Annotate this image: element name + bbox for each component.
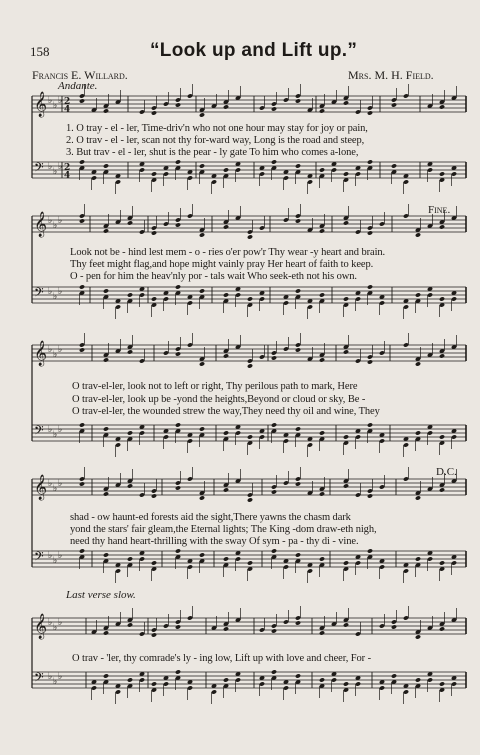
- notehead: [199, 112, 205, 117]
- notehead: [175, 284, 181, 289]
- notehead: [127, 430, 133, 435]
- notehead: [127, 220, 133, 225]
- notehead: [175, 159, 181, 164]
- notehead: [439, 681, 445, 686]
- treble-clef: 𝄞: [34, 212, 48, 237]
- notehead: [343, 681, 349, 686]
- notehead: [295, 673, 301, 678]
- treble-clef: 𝄞: [34, 92, 48, 117]
- notehead: [223, 487, 229, 492]
- flat-sign: ♭: [48, 287, 53, 297]
- notehead: [175, 222, 181, 227]
- notehead: [79, 284, 85, 289]
- flat-sign: ♭: [48, 345, 53, 355]
- notehead: [127, 677, 133, 682]
- notehead: [439, 296, 445, 301]
- lyric-line: Look not be - hind lest mem - o - ries o'er pow'r Thy wear -y heart and brain.: [70, 247, 386, 258]
- fine-marking: Fine.: [428, 204, 451, 216]
- notehead: [247, 497, 253, 502]
- notehead: [439, 224, 445, 229]
- flat-sign: ♭: [48, 425, 53, 435]
- flat-sign: ♭: [58, 425, 63, 435]
- notehead: [295, 552, 301, 557]
- notehead: [127, 292, 133, 297]
- notehead: [175, 624, 181, 629]
- notehead: [343, 349, 349, 354]
- notehead: [151, 493, 157, 498]
- notehead: [271, 489, 277, 494]
- notehead: [223, 430, 229, 435]
- flat-sign: ♭: [48, 672, 53, 682]
- flat-sign: ♭: [53, 221, 58, 231]
- notehead: [103, 357, 109, 362]
- notehead: [367, 230, 373, 235]
- notehead: [175, 548, 181, 553]
- lyric-line: O trav - 'ler, thy comrade's ly - ing low, Lift up with love and cheer, For -: [72, 653, 371, 664]
- notehead: [79, 159, 85, 164]
- lyric-line: need thy hand heart-thrilling with the sway Of sym - pa - thy di - vine.: [70, 536, 359, 547]
- time-signature: 4: [64, 105, 71, 115]
- notehead: [415, 361, 421, 366]
- notehead: [247, 560, 253, 565]
- notehead: [271, 355, 277, 360]
- notehead: [151, 110, 157, 115]
- notehead: [127, 483, 133, 488]
- notehead: [343, 100, 349, 105]
- notehead: [415, 430, 421, 435]
- notehead: [127, 622, 133, 627]
- flat-sign: ♭: [53, 677, 58, 687]
- treble-clef: 𝄞: [34, 475, 48, 500]
- dc-marking: D.C.: [436, 466, 457, 478]
- notehead: [319, 292, 325, 297]
- notehead: [175, 669, 181, 674]
- notehead: [391, 673, 397, 678]
- flat-sign: ♭: [48, 479, 53, 489]
- flat-sign: ♭: [53, 350, 58, 360]
- notehead: [271, 106, 277, 111]
- notehead: [439, 626, 445, 631]
- notehead: [199, 426, 205, 431]
- flat-sign: ♭: [53, 167, 58, 177]
- notehead: [343, 622, 349, 627]
- notehead: [199, 288, 205, 293]
- flat-sign: ♭: [53, 430, 58, 440]
- notehead: [391, 624, 397, 629]
- tempo-marking: Andante.: [58, 80, 98, 92]
- notehead: [343, 220, 349, 225]
- notehead: [319, 430, 325, 435]
- notehead: [223, 292, 229, 297]
- notehead: [367, 110, 373, 115]
- notehead: [151, 681, 157, 686]
- flat-sign: ♭: [58, 479, 63, 489]
- notehead: [151, 296, 157, 301]
- flat-sign: ♭: [53, 292, 58, 302]
- notehead: [415, 232, 421, 237]
- flat-sign: ♭: [48, 162, 53, 172]
- lyric-line: O trav-el-ler, look up be -yond the heights,Beyond or cloud or sky, Be -: [72, 394, 366, 405]
- lyric-line: O - pen for him the heav'nly por - tals wait Who seek-eth not his own.: [70, 271, 357, 282]
- notehead: [223, 677, 229, 682]
- notehead: [247, 363, 253, 368]
- notehead: [223, 626, 229, 631]
- notehead: [319, 108, 325, 113]
- lyric-line: shad - ow haunt-ed forests aid the sight,There yawns the chasm dark: [70, 512, 351, 523]
- flat-sign: ♭: [58, 345, 63, 355]
- bass-clef: 𝄢: [34, 285, 44, 303]
- flat-sign: ♭: [53, 101, 58, 111]
- notehead: [247, 296, 253, 301]
- notehead: [367, 548, 373, 553]
- notehead: [319, 491, 325, 496]
- notehead: [295, 288, 301, 293]
- notehead: [271, 159, 277, 164]
- notehead: [415, 292, 421, 297]
- notehead: [175, 102, 181, 107]
- notehead: [271, 422, 277, 427]
- notehead: [199, 361, 205, 366]
- notehead: [103, 228, 109, 233]
- notehead: [343, 434, 349, 439]
- notehead: [319, 556, 325, 561]
- notehead: [79, 548, 85, 553]
- flat-sign: ♭: [58, 287, 63, 297]
- notehead: [199, 552, 205, 557]
- page-number: 158: [30, 44, 50, 59]
- notehead: [103, 426, 109, 431]
- notehead: [151, 230, 157, 235]
- notehead: [79, 218, 85, 223]
- lyric-line: 2. O trav - el - ler, scan not thy for-ward way, Long is the road and steep,: [66, 135, 365, 146]
- lyric-line: 1. O tray - el - ler, Time-driv'n who not one hour may stay for joy or pain,: [66, 123, 368, 134]
- notehead: [199, 232, 205, 237]
- time-signature: 2: [64, 163, 71, 173]
- notehead: [439, 171, 445, 176]
- notehead: [79, 98, 85, 103]
- notehead: [151, 632, 157, 637]
- notehead: [319, 167, 325, 172]
- notehead: [391, 163, 397, 168]
- notehead: [103, 108, 109, 113]
- notehead: [295, 163, 301, 168]
- notehead: [127, 349, 133, 354]
- bass-clef: 𝄢: [34, 670, 44, 688]
- notehead: [343, 560, 349, 565]
- time-signature: 4: [64, 171, 71, 181]
- notehead: [439, 104, 445, 109]
- flat-sign: ♭: [58, 672, 63, 682]
- flat-sign: ♭: [48, 216, 53, 226]
- notehead: [439, 560, 445, 565]
- composer-credit: Mrs. M. H. Field.: [348, 68, 434, 82]
- lyric-line: Thy feet might flag,and hope might vainly pray Her heart of faith to keep.: [70, 259, 374, 270]
- notehead: [247, 234, 253, 239]
- notehead: [415, 556, 421, 561]
- notehead: [79, 422, 85, 427]
- notehead: [199, 163, 205, 168]
- treble-clef: 𝄞: [34, 614, 48, 639]
- notehead: [343, 483, 349, 488]
- notehead: [79, 347, 85, 352]
- notehead: [295, 218, 301, 223]
- lyric-line: yond the stars' fair gleam,the Eternal lights; The King -dom draw-eth nigh,: [70, 524, 377, 535]
- lyric-line: O trav-el-ler, look not to left or right, Thy perilous path to mark, Here: [72, 381, 358, 392]
- flat-sign: ♭: [48, 551, 53, 561]
- notehead: [103, 491, 109, 496]
- notehead: [319, 677, 325, 682]
- flat-sign: ♭: [53, 623, 58, 633]
- notehead: [175, 485, 181, 490]
- notehead: [295, 347, 301, 352]
- bass-clef: 𝄢: [34, 160, 44, 178]
- notehead: [367, 422, 373, 427]
- treble-clef: 𝄞: [34, 341, 48, 366]
- notehead: [151, 560, 157, 565]
- notehead: [415, 677, 421, 682]
- bass-clef: 𝄢: [34, 423, 44, 441]
- notehead: [175, 351, 181, 356]
- notehead: [175, 422, 181, 427]
- notehead: [223, 556, 229, 561]
- last-verse-marking: Last verse slow.: [66, 589, 136, 601]
- notehead: [103, 288, 109, 293]
- lyric-line: 3. But trav - el - ler, shut is the pear - ly gate To him who comes a-lone,: [66, 147, 359, 158]
- notehead: [271, 548, 277, 553]
- notehead: [223, 167, 229, 172]
- notehead: [439, 353, 445, 358]
- notehead: [247, 434, 253, 439]
- notehead: [103, 673, 109, 678]
- flat-sign: ♭: [58, 96, 63, 106]
- author-credit: Francis E. Willard.: [32, 68, 128, 82]
- notehead: [223, 104, 229, 109]
- notehead: [127, 556, 133, 561]
- notehead: [319, 357, 325, 362]
- notehead: [223, 224, 229, 229]
- notehead: [391, 102, 397, 107]
- notehead: [103, 163, 109, 168]
- notehead: [319, 228, 325, 233]
- notehead: [319, 630, 325, 635]
- flat-sign: ♭: [58, 618, 63, 628]
- notehead: [367, 359, 373, 364]
- notehead: [151, 171, 157, 176]
- notehead: [295, 620, 301, 625]
- lyric-line: O trav-el-ler, the wounded strew the way,They need thy oil and wine, They: [72, 406, 380, 417]
- notehead: [295, 426, 301, 431]
- flat-sign: ♭: [53, 556, 58, 566]
- notehead: [439, 487, 445, 492]
- bass-clef: 𝄢: [34, 549, 44, 567]
- notehead: [223, 353, 229, 358]
- notehead: [103, 630, 109, 635]
- notehead: [271, 628, 277, 633]
- time-signature: 2: [64, 97, 71, 107]
- notehead: [415, 495, 421, 500]
- notehead: [415, 634, 421, 639]
- notehead: [367, 159, 373, 164]
- notehead: [79, 481, 85, 486]
- notehead: [439, 434, 445, 439]
- flat-sign: ♭: [53, 484, 58, 494]
- flat-sign: ♭: [58, 162, 63, 172]
- notehead: [295, 481, 301, 486]
- notehead: [199, 495, 205, 500]
- notehead: [271, 669, 277, 674]
- notehead: [343, 171, 349, 176]
- flat-sign: ♭: [58, 551, 63, 561]
- notehead: [295, 98, 301, 103]
- flat-sign: ♭: [48, 96, 53, 106]
- notehead: [343, 296, 349, 301]
- flat-sign: ♭: [48, 618, 53, 628]
- notehead: [103, 552, 109, 557]
- hymn-title: “Look up and Lift up.”: [150, 40, 358, 61]
- notehead: [367, 284, 373, 289]
- notehead: [367, 493, 373, 498]
- flat-sign: ♭: [58, 216, 63, 226]
